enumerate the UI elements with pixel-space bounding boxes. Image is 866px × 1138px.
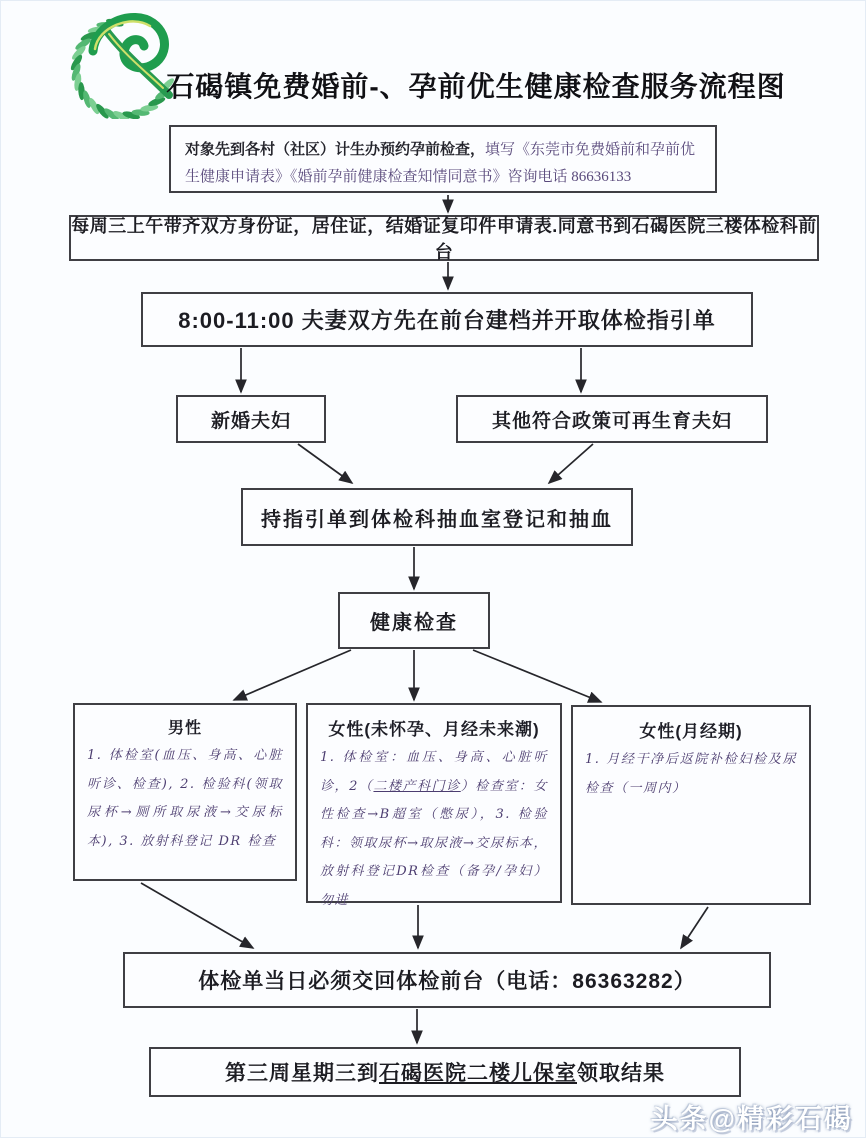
results-text-underlined: 石碣医院二楼儿保室: [379, 1062, 577, 1085]
step-blood-draw-text: 持指引单到体检科抽血室登记和抽血: [261, 508, 613, 531]
step-return-form-box: [123, 952, 771, 1008]
female-normal-body-post: ）检查室：女性检查→B超室（憋尿），3. 检验科：领取尿杯→取尿液→交尿标本，放射科登记DR检查（备孕/孕妇）勿进: [320, 778, 548, 908]
results-text-pre: 第三周星期三到: [225, 1062, 379, 1085]
step-appointment-rest-text: 填写《东莞市免费婚前和孕前优生健康申请表》《婚前孕前健康检查知情同意书》咨询电话 86636133: [185, 142, 696, 185]
female-period-detail-title: 女性(月经期): [639, 722, 743, 741]
female-normal-detail-title: 女性(未怀孕、月经未来潮): [328, 720, 540, 739]
female-period-detail-box: [571, 705, 811, 905]
female-period-detail-body: 1. 月经干净后返院补检妇检及尿检查（一周内）: [585, 752, 797, 796]
step-health-check-text: 健康检查: [370, 612, 458, 634]
male-detail-box: [73, 703, 297, 881]
male-detail-body: 1. 体检室(血压、身高、心脏听诊、检查), 2. 检验科(领取尿杯→厕所取尿液→交尿标本), 3. 放射科登记 DR 检查: [87, 748, 283, 849]
toutiao-watermark: 头条@精彩石碣: [650, 1104, 853, 1134]
results-text-post: 领取结果: [577, 1062, 665, 1085]
step-collect-results-box: [149, 1047, 741, 1097]
step-return-form-text: 体检单当日必须交回体检前台（电话：86363282）: [198, 970, 696, 993]
step-collect-results-text: [225, 1057, 665, 1087]
step-blood-draw-box: [241, 488, 633, 546]
step-register-text: 8:00-11:00 夫妻双方先在前台建档并开取体检指引单: [178, 308, 716, 333]
page-title: 石碣镇免费婚前-、孕前优生健康检查服务流程图: [166, 71, 786, 102]
step-register-box: [141, 292, 753, 347]
female-normal-body-pre: 1. 体检室：血压、身高、心脏听诊，2（: [320, 750, 548, 794]
branch-newlyweds-text: 新婚夫妇: [210, 410, 291, 432]
step-documents-box: [69, 215, 819, 261]
female-normal-detail-box: [306, 703, 562, 908]
step-appointment-bold-text: 对象先到各村（社区）计生办预约孕前检查，: [185, 141, 486, 158]
branch-eligible-couples-text: 其他符合政策可再生育夫妇: [491, 410, 732, 432]
female-normal-detail-body: [320, 744, 548, 916]
female-normal-body-underlined: 二楼产科门诊: [373, 778, 461, 794]
step-documents-text: 每周三上午带齐双方身份证，居住证，结婚证复印件申请表.同意书到石碣医院三楼体检科前台: [71, 216, 817, 262]
branch-eligible-couples-box: [456, 395, 768, 443]
male-detail-title: 男性: [167, 720, 202, 737]
step-health-check-box: [338, 592, 490, 649]
branch-newlyweds-box: [176, 395, 326, 443]
step-appointment-box: [169, 125, 717, 193]
